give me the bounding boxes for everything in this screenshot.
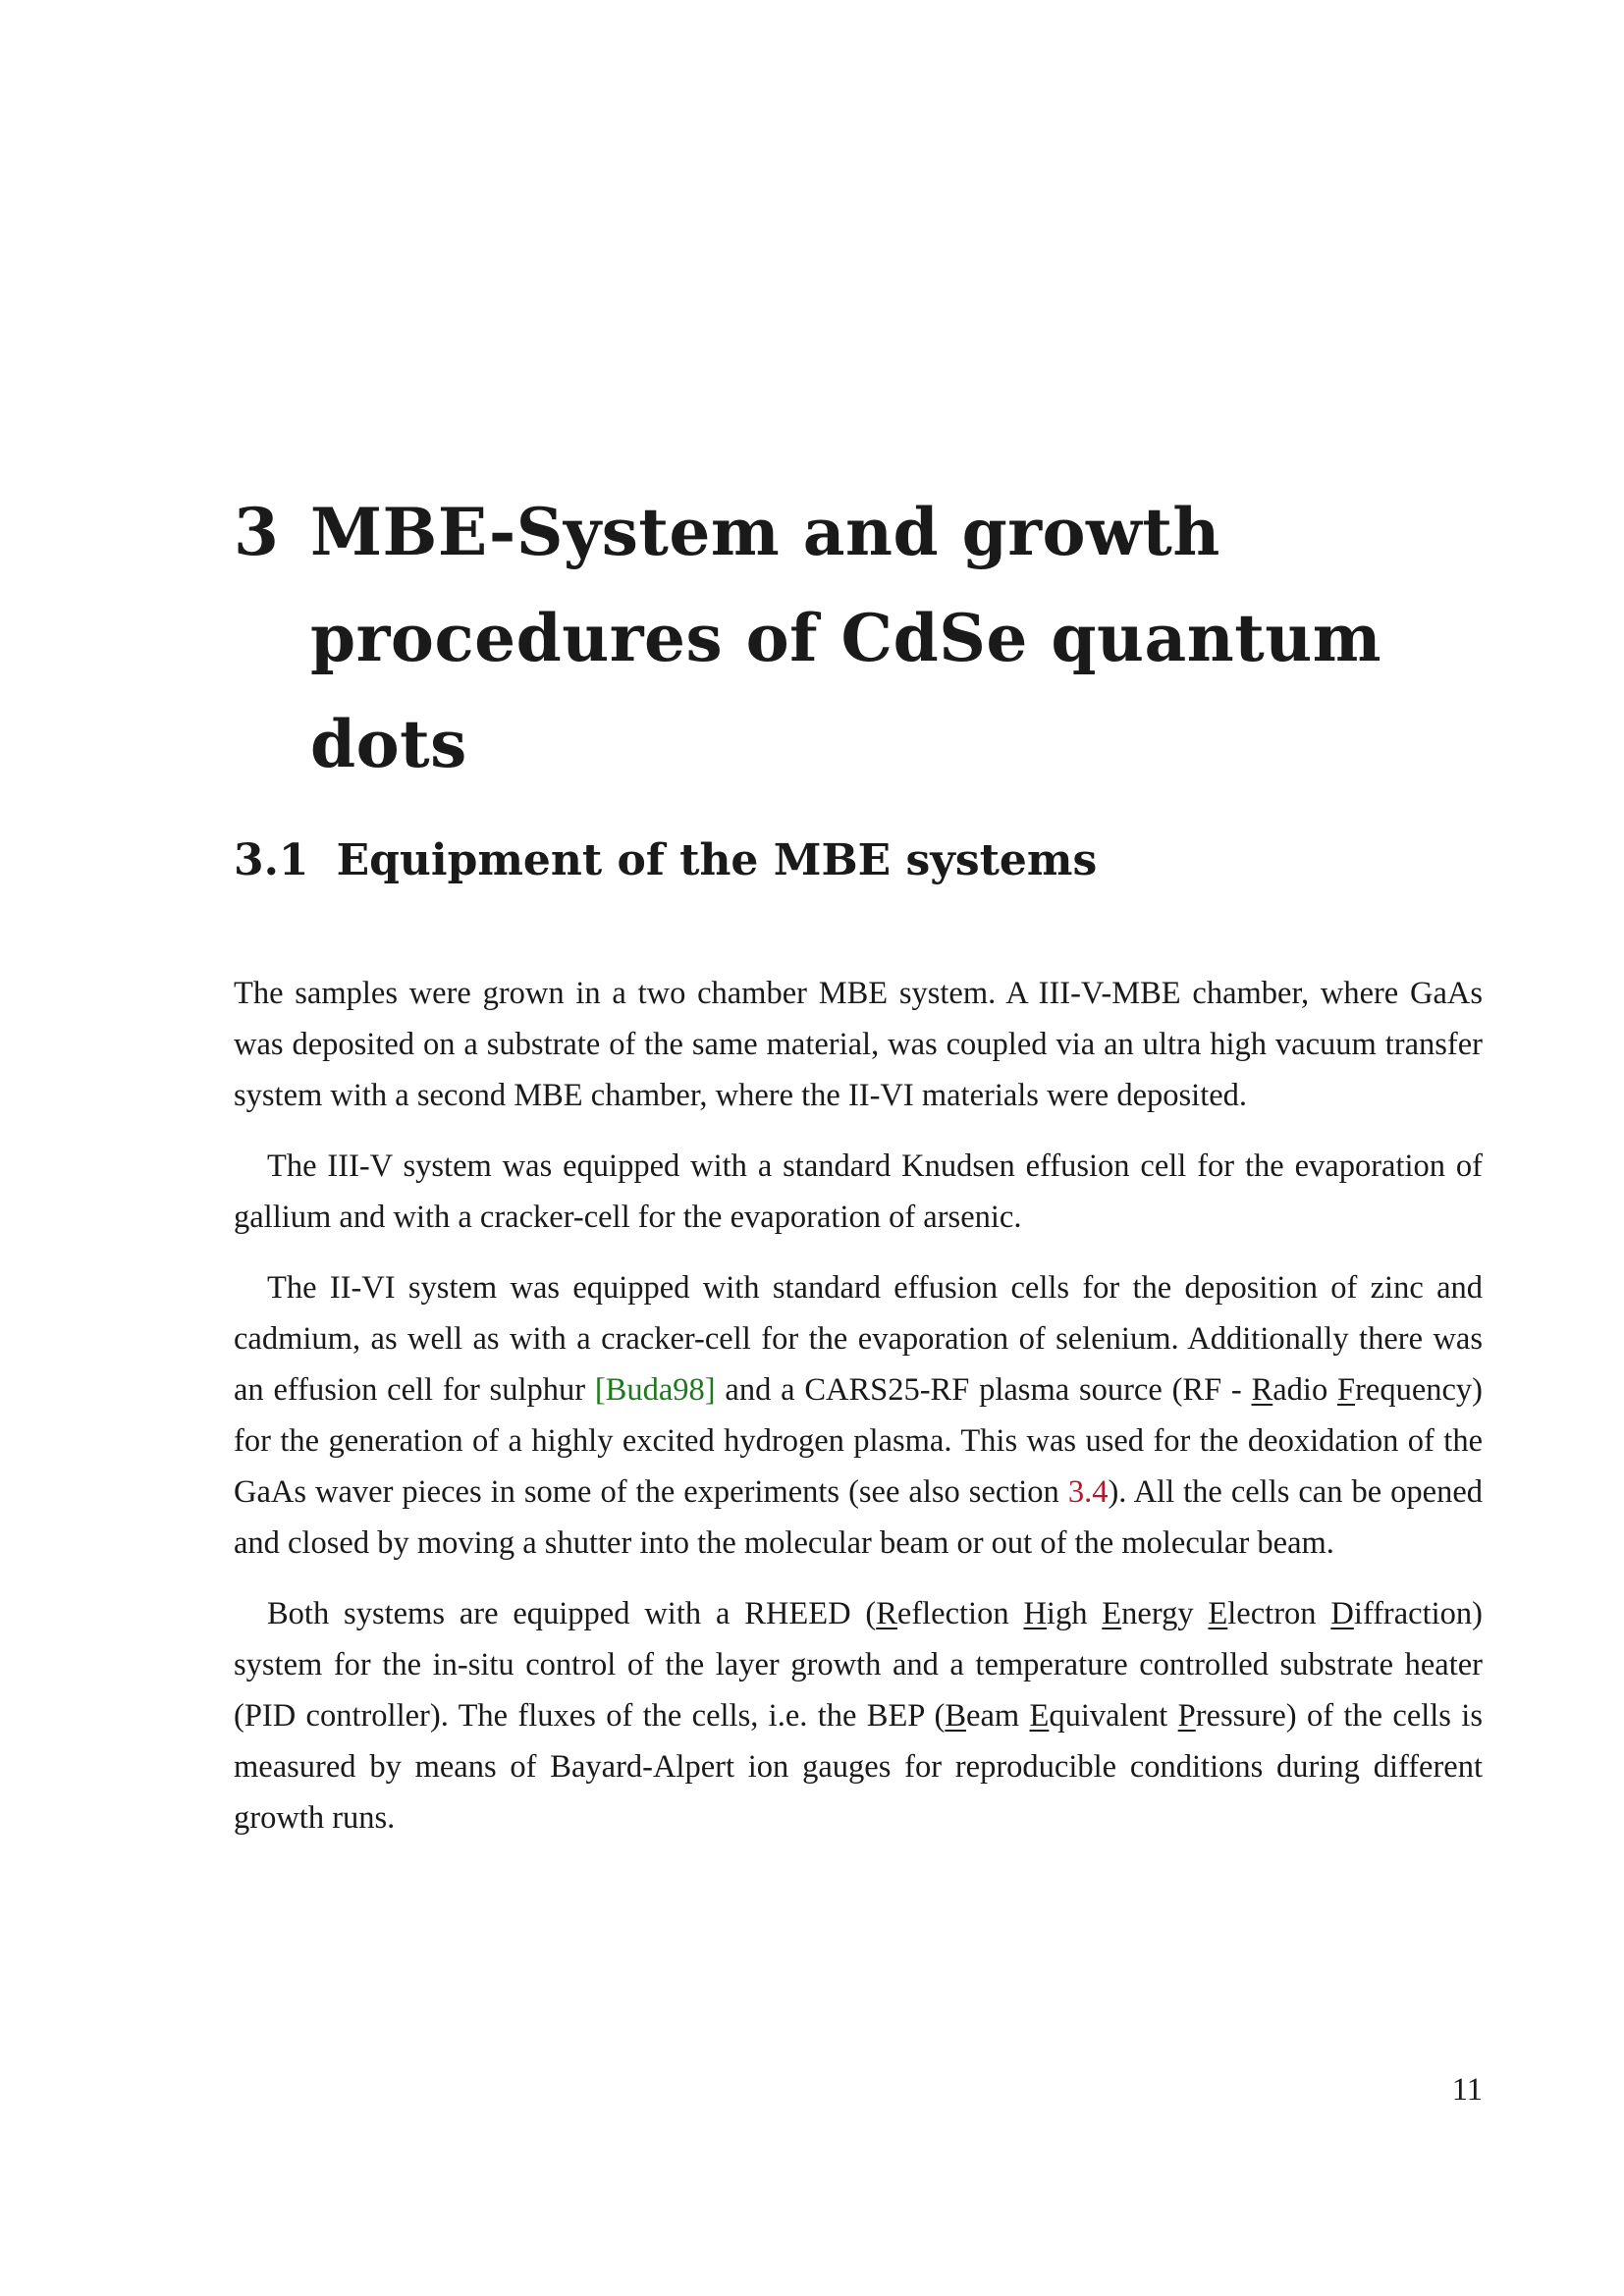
acronym-letter: R	[876, 1596, 897, 1631]
section-number: 3.1	[234, 835, 309, 885]
paragraph-4-text: eam	[966, 1698, 1030, 1734]
acronym-letter: F	[1337, 1372, 1356, 1408]
paragraph-4-text: igh	[1046, 1596, 1103, 1631]
acronym-letter: H	[1023, 1596, 1047, 1631]
section-heading	[234, 831, 1510, 890]
paragraph-3-text-e: ). All the cells can be opened and closed by moving a shutter into the molecular beam or out of the molecular beam.	[234, 1474, 1483, 1561]
paragraph-4-text: quivalent	[1049, 1698, 1178, 1734]
paragraph-4	[234, 1588, 1483, 1843]
paragraph-3-text-d: requency) for the generation of a highly excited hydrogen plasma. This was used for the deoxidation of the GaAs waver pieces in some of the experiments (see also section	[234, 1372, 1483, 1510]
acronym-letter: E	[1102, 1596, 1122, 1631]
acronym-letter: D	[1330, 1596, 1354, 1631]
paragraph-4-text: lectron	[1227, 1596, 1331, 1631]
chapter-title	[234, 479, 1510, 797]
paragraph-1: The samples were grown in a two chamber MBE system. A III-V-MBE chamber, where GaAs was deposited on a substrate of the same material, was coupled via an ultra high vacuum transfer system with a second MBE chamber, where the II-VI materials were deposited.	[234, 976, 1483, 1113]
acronym-letter: P	[1177, 1698, 1196, 1734]
page-number: 11	[1451, 2072, 1483, 2108]
paragraph-4-text: ressure) of the cells is measured by means of Bayard-Alpert ion gauges for reproducible conditions during different growth runs.	[234, 1698, 1483, 1836]
paragraph-4-text: iffraction) system for the in-situ control of the layer growth and a temperature controlled substrate heater (PID controller). The fluxes of the cells, i.e. the BEP (	[234, 1596, 1483, 1734]
acronym-letter: E	[1208, 1596, 1228, 1631]
paragraph-2: The III-V system was equipped with a standard Knudsen effusion cell for the evaporation of gallium and with a cracker-cell for the evaporation of arsenic.	[234, 1148, 1483, 1235]
acronym-letter: B	[945, 1698, 967, 1734]
paragraph-4-text-a: Both systems are equipped with a RHEED (	[267, 1596, 877, 1631]
paragraph-3-text-b: and a CARS25-RF plasma source (RF -	[715, 1372, 1252, 1408]
paragraph-4-text: eflection	[896, 1596, 1024, 1631]
chapter-title-line-2: procedures of CdSe quantum dots	[310, 600, 1382, 782]
citation-link-buda98[interactable]: [Buda98]	[594, 1372, 716, 1408]
section-title: Equipment of the MBE systems	[336, 835, 1098, 885]
acronym-letter: R	[1251, 1372, 1273, 1408]
paragraph-3	[234, 1262, 1483, 1569]
section-reference-link[interactable]: 3.4	[1067, 1474, 1109, 1510]
acronym-letter: E	[1029, 1698, 1050, 1734]
paragraph-3-text-c: adio	[1272, 1372, 1337, 1408]
body-text	[234, 968, 1483, 1863]
paragraph-3-text-a: The II-VI system was equipped with standard effusion cells for the deposition of zinc and cadmium, as well as with a cracker-cell for the evaporation of selenium. Additionally there was an effusion cell for sulphur	[234, 1270, 1483, 1408]
paragraph-4-text: nergy	[1121, 1596, 1209, 1631]
chapter-title-line-1: MBE-System and growth	[310, 494, 1220, 570]
chapter-number: 3	[234, 494, 280, 570]
